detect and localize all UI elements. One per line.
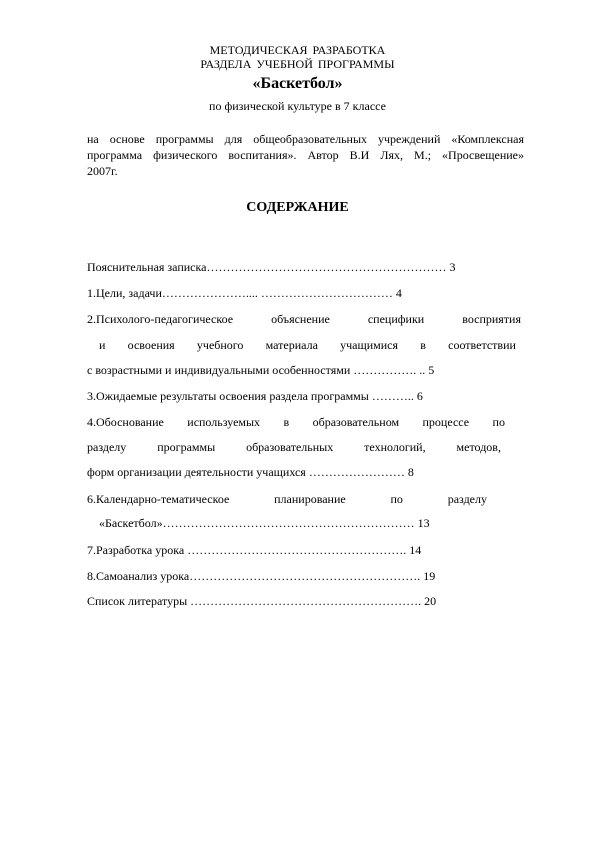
toc-entry-explanatory-note: Пояснительная записка…………………………………………………… 3 xyxy=(87,260,456,274)
document-title: «Баскетбол» xyxy=(252,75,343,92)
document-subtitle: по физической культуре в 7 классе xyxy=(209,99,386,113)
program-basis-paragraph xyxy=(87,131,524,179)
toc-entry-justification-line-3: форм организации деятельности учащихся …………………… 8 xyxy=(87,465,414,479)
toc-entry-planning-line-1: 6.Календарно-тематическое планирование по разделу xyxy=(87,492,487,506)
basis-line-1: на основе программы для общеобразовательных учреждений «Комплексная xyxy=(87,132,524,146)
toc-entry-self-analysis: 8.Самоанализ урока…………………………………………………. 19 xyxy=(87,569,436,583)
toc-entry-expected-results: 3.Ожидаемые результаты освоения раздела программы ……….. 6 xyxy=(87,389,423,403)
basis-line-2: программа физического воспитания». Автор В.И Лях, М.; «Просвещение» xyxy=(87,148,524,162)
toc-entry-lesson-development: 7.Разработка урока ………………………………………………. 14 xyxy=(87,543,422,557)
toc-entry-justification-line-1: 4.Обоснование используемых в образовательном процессе по xyxy=(87,415,505,429)
toc-entry-justification-line-2: разделу программы образовательных технологий, методов, xyxy=(87,440,501,454)
basis-line-3: 2007г. xyxy=(87,164,118,178)
toc-entry-psych-line-3: с возрастными и индивидуальными особенностями ……………. .. 5 xyxy=(87,363,435,377)
toc-entry-planning-line-2: «Баскетбол»……………………………………………………… 13 xyxy=(99,516,430,530)
toc-entry-goals: 1.Цели, задачи………………….... …………………………… 4 xyxy=(87,286,402,300)
toc-entry-psych-line-2: и освоения учебного материала учащимися в соответствии xyxy=(99,338,516,352)
header-line-2: РАЗДЕЛА УЧЕБНОЙ ПРОГРАММЫ xyxy=(200,57,395,71)
toc-heading: СОДЕРЖАНИЕ xyxy=(246,200,349,215)
toc-entry-references: Список литературы …………………………………………………. 20 xyxy=(87,594,437,608)
toc-entry-psych-line-1: 2.Психолого-педагогическое объяснение специфики восприятия xyxy=(87,312,521,326)
header-line-1: МЕТОДИЧЕСКАЯ РАЗРАБОТКА xyxy=(209,43,386,57)
